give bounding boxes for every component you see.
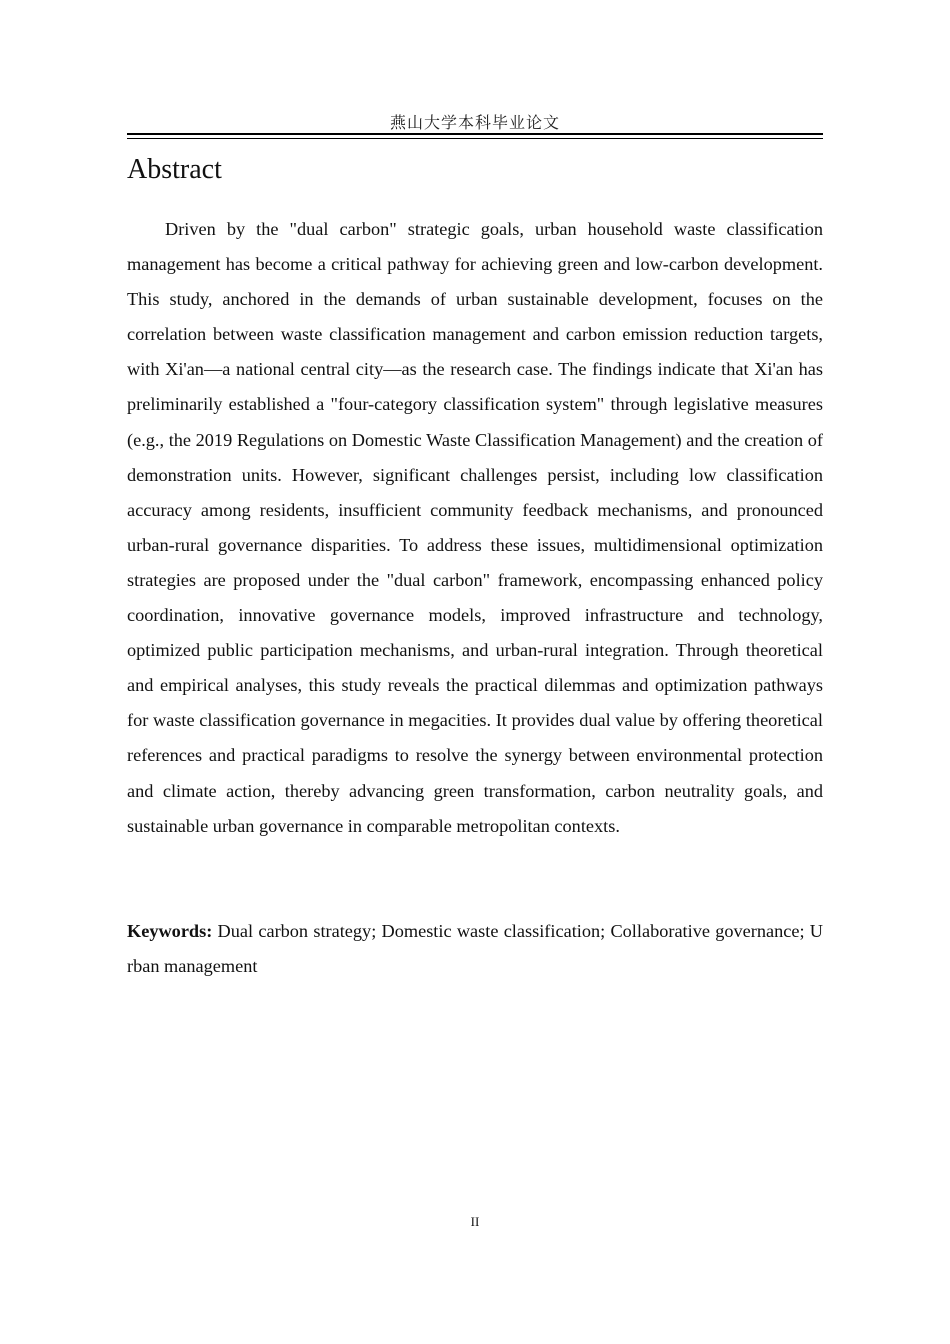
- page-number: II: [470, 1214, 480, 1229]
- running-header: 燕山大学本科毕业论文: [389, 113, 560, 132]
- keywords-label: Keywords:: [127, 921, 213, 941]
- abstract-body: Driven by the "dual carbon" strategic goals, urban household waste classification management has become a critical pathway for achieving green and low-carbon development. This study, anchored in the demands of urban sustainable development, focuses on the correlation between waste classification management and carbon emission reduction targets, with Xi'an—a national central city—as the research case. The findings indicate that Xi'an has preliminarily established a "four-category classification system" through legislative measures (e.g., the 2019 Regulations on Domestic Waste Classification Management) and the creation of demonstration units. However, significant challenges persist, including low classification accuracy among residents, insufficient community feedback mechanisms, and pronounced urban-rural governance disparities. To address these issues, multidimensional optimization strategies are proposed under the "dual carbon" framework, encompassing enhanced policy coordination, innovative governance models, improved infrastructure and technology, optimized public participation mechanisms, and urban-rural integration. Through theoretical and empirical analyses, this study reveals the practical dilemmas and optimization pathways for waste classification governance in megacities. It provides dual value by offering theoretical references and practical paradigms to resolve the synergy between environmental protection and climate action, thereby advancing green transformation, carbon neutrality goals, and sustainable urban governance in comparable metropolitan contexts.: [127, 219, 823, 836]
- keywords-paragraph: [127, 914, 823, 984]
- header-double-rule: [127, 133, 823, 139]
- abstract-heading: Abstract: [127, 154, 222, 185]
- keywords-text: Dual carbon strategy; Domestic waste classification; Collaborative governance; U rban management: [127, 921, 823, 977]
